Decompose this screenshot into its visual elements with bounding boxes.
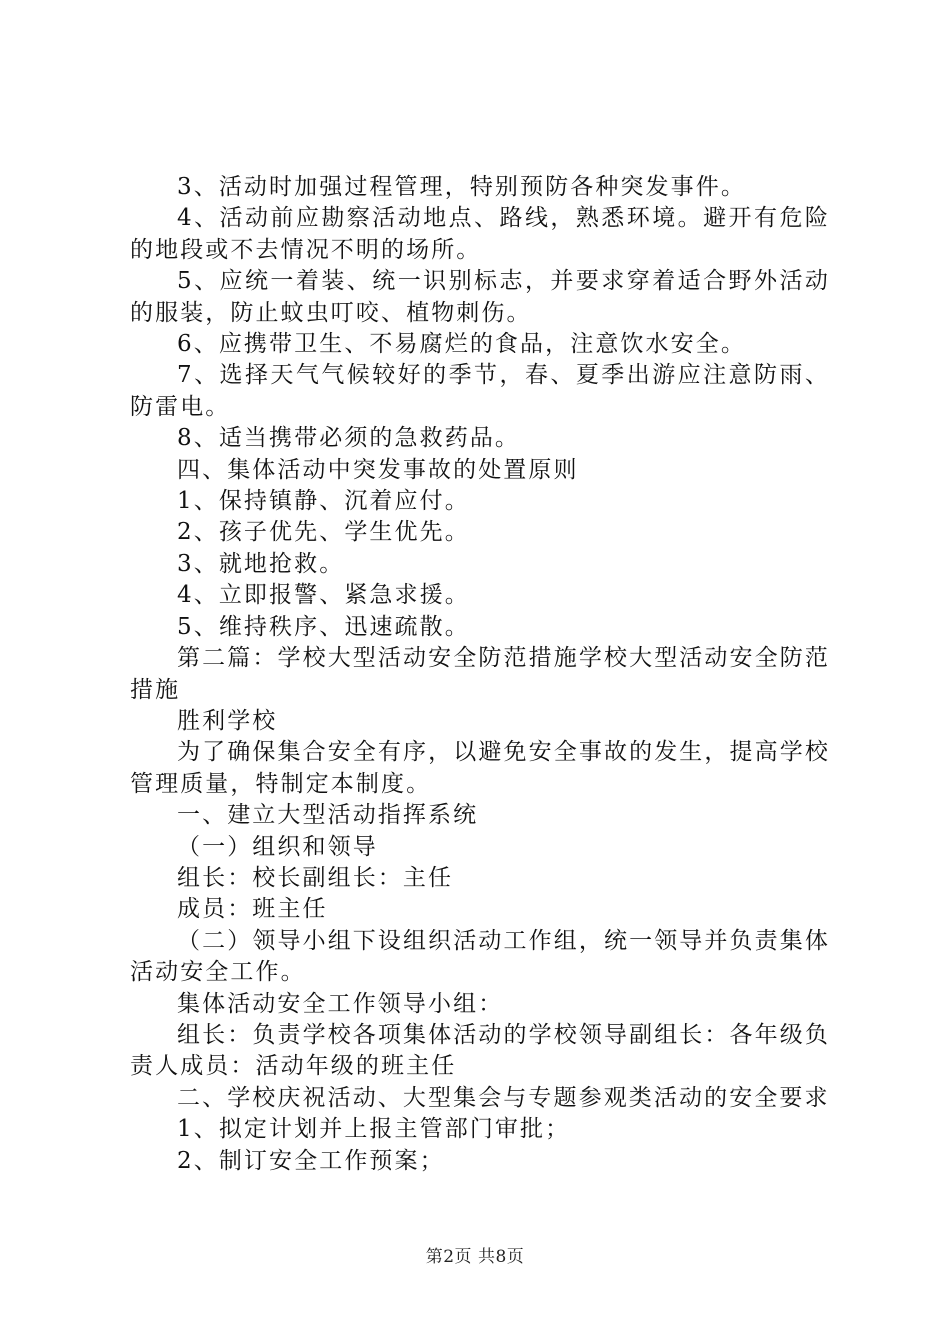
document-body [130, 172, 830, 1177]
paragraph: 2、孩子优先、学生优先。 [177, 519, 470, 546]
paragraph: 5、维持秩序、迅速疏散。 [177, 613, 470, 640]
paragraph: 1、保持镇静、沉着应付。 [177, 488, 470, 515]
paragraph: 7、选择天气气候较好的季节，春、夏季出游应注意防雨、防雷电。 [130, 362, 830, 420]
page-number-footer: 第2页 共8页 [425, 1247, 525, 1267]
paragraph: 集体活动安全工作领导小组： [177, 990, 504, 1017]
paragraph: 组长：负责学校各项集体活动的学校领导副组长：各年级负责人成员：活动年级的班主任 [130, 1021, 830, 1080]
paragraph: 为了确保集合安全有序，以避免安全事故的发生，提高学校管理质量，特制定本制度。 [130, 739, 830, 797]
paragraph: 组长：校长副组长：主任 [177, 864, 454, 891]
paragraph: 1、拟定计划并上报主管部门审批； [177, 1116, 571, 1143]
school-name: 胜利学校 [177, 707, 278, 734]
chapter-title: 第二篇：学校大型活动安全防范措施学校大型活动安全防范措施 [130, 645, 830, 703]
paragraph: 3、活动时加强过程管理，特别预防各种突发事件。 [177, 174, 746, 200]
paragraph: 6、应携带卫生、不易腐烂的食品，注意饮水安全。 [177, 331, 746, 358]
paragraph: 3、就地抢救。 [177, 550, 345, 577]
subsection-heading: （一）组织和领导 [177, 833, 378, 860]
paragraph: 8、适当携带必须的急救药品。 [177, 425, 521, 452]
section-heading: 二、学校庆祝活动、大型集会与专题参观类活动的安全要求 [177, 1084, 830, 1111]
section-heading: 一、建立大型活动指挥系统 [177, 802, 479, 829]
section-heading: 四、集体活动中突发事故的处置原则 [177, 456, 579, 483]
paragraph: 成员：班主任 [177, 896, 328, 923]
subsection-heading: （二）领导小组下设组织活动工作组，统一领导并负责集体活动安全工作。 [130, 927, 830, 986]
paragraph: 2、制订安全工作预案； [177, 1147, 445, 1174]
paragraph: 4、活动前应勘察活动地点、路线，熟悉环境。避开有危险的地段或不去情况不明的场所。 [130, 205, 830, 263]
paragraph: 5、应统一着装、统一识别标志，并要求穿着适合野外活动的服装，防止蚊虫叮咬、植物刺伤。 [130, 268, 830, 326]
paragraph: 4、立即报警、紧急求援。 [177, 582, 470, 609]
